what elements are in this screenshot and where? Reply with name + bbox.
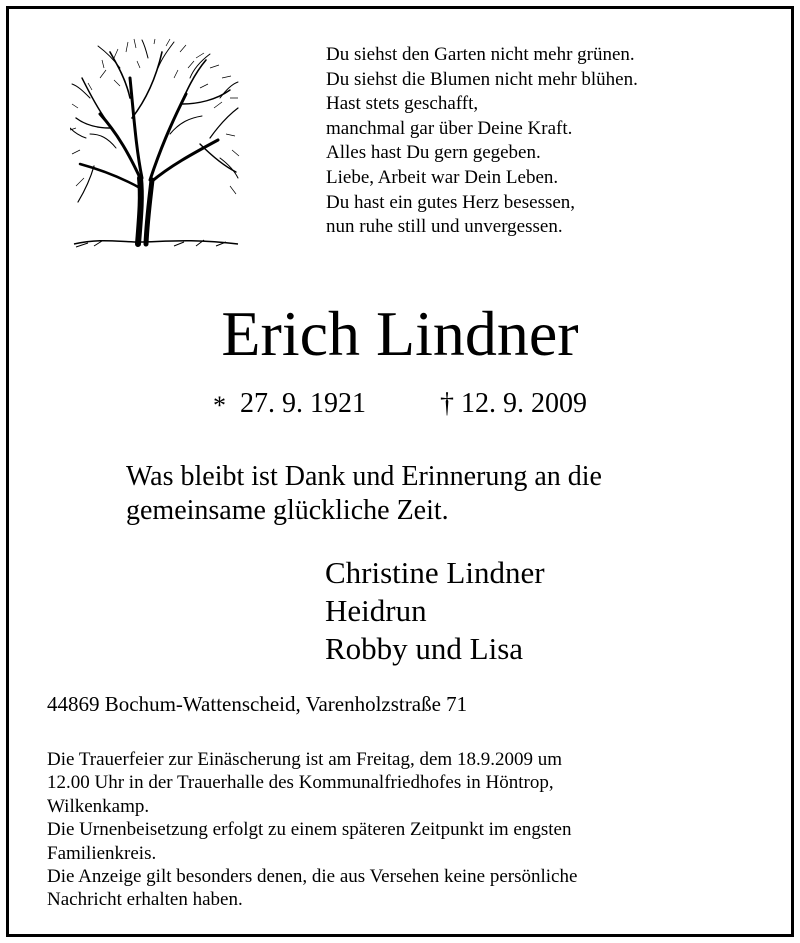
poem-line: Du hast ein gutes Herz besessen, [326,191,576,213]
address: 44869 Bochum-Wattenscheid, Varenholzstraße 71 [47,692,468,716]
poem-line: manchmal gar über Deine Kraft. [326,117,573,139]
death-date: † 12. 9. 2009 [440,388,587,419]
notice-line: Familienkreis. [47,842,157,864]
tree-icon [70,38,240,250]
poem-line: Du siehst den Garten nicht mehr grünen. [326,44,635,65]
notice-line: Wilkenkamp. [47,795,150,817]
poem-line: nun ruhe still und unvergessen. [326,216,563,238]
signer: Christine Lindner [325,555,545,590]
memorial-quote [126,460,602,528]
poem-line: Liebe, Arbeit war Dein Leben. [326,166,559,188]
signers [325,554,545,668]
notice-line: 12.00 Uhr in der Trauerhalle des Kommunalfriedhofes in Höntrop, [47,772,554,794]
quote-line: gemeinsame glückliche Zeit. [126,495,449,526]
notice-line: Nachricht erhalten haben. [47,889,243,911]
notice-line: Die Trauerfeier zur Einäscherung ist am Freitag, dem 18.9.2009 um [47,749,562,770]
poem-line: Alles hast Du gern gegeben. [326,142,541,164]
funeral-notice [47,748,577,912]
deceased-name: Erich Lindner [221,298,579,369]
signer: Heidrun [325,593,427,628]
poem [326,43,638,240]
notice-line: Die Anzeige gilt besonders denen, die aus Versehen keine persönliche [47,866,578,888]
notice-line: Die Urnenbeisetzung erfolgt zu einem späteren Zeitpunkt im engsten [47,819,572,841]
birth-date [213,388,366,420]
quote-line: Was bleibt ist Dank und Erinnerung an die [126,461,602,492]
birth-date-value: 27. 9. 1921 [240,388,366,419]
poem-line: Hast stets geschafft, [326,93,479,115]
birth-symbol: * [213,391,226,420]
signer: Robby und Lisa [325,631,524,666]
poem-line: Du siehst die Blumen nicht mehr blühen. [326,68,638,90]
